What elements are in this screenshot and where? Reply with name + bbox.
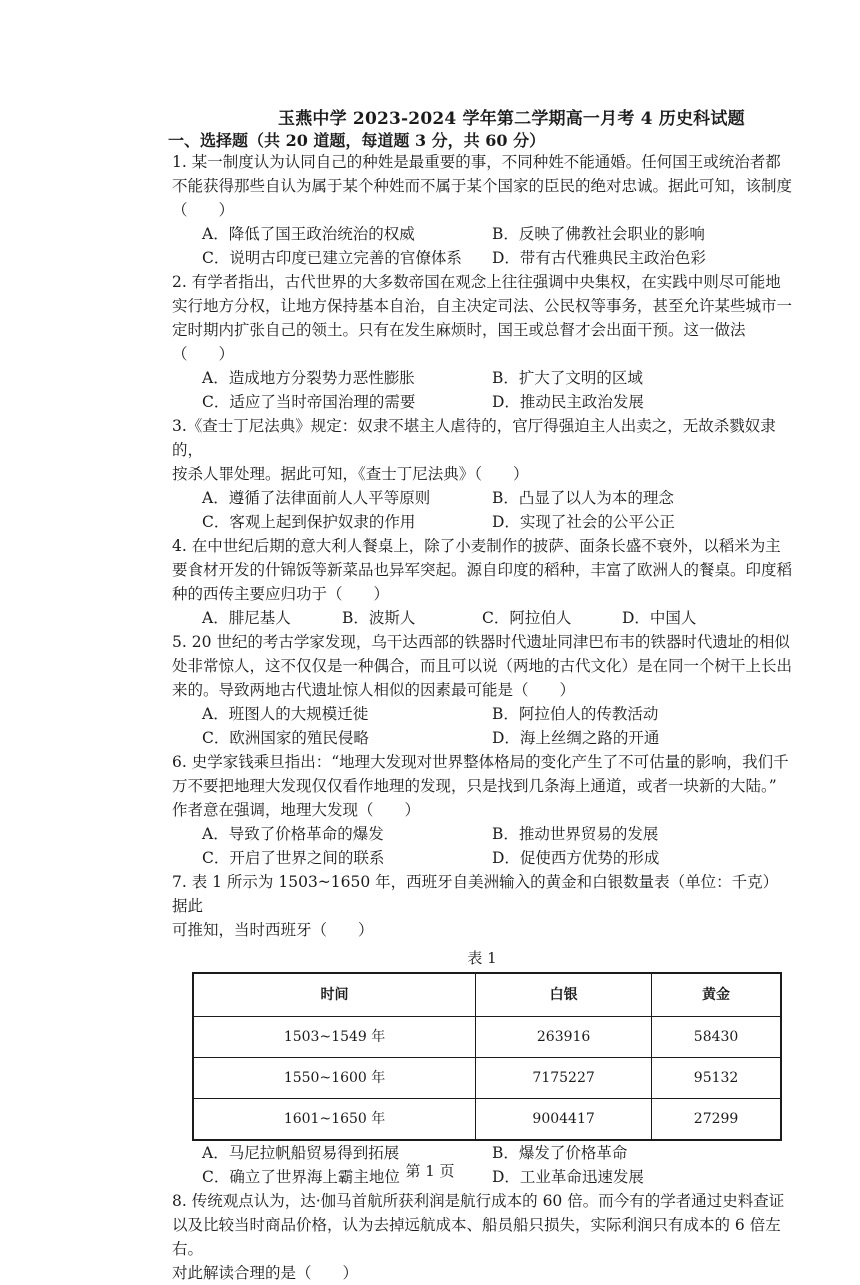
question-stem-line: 3.《查士丁尼法典》规定：奴隶不堪主人虐待的，官厅得强迫主人出卖之，无故杀戮奴隶的，: [172, 417, 776, 459]
question-2: [172, 270, 792, 414]
question-stem-line: 来的。导致两地古代遗址惊人相似的因素最可能是（ ）: [172, 681, 576, 699]
table-cell: 7175227: [476, 1058, 652, 1099]
table-cell: 27299: [652, 1099, 781, 1141]
question-stem-line: 可推知，当时西班牙（ ）: [172, 921, 374, 939]
question-stem-line: 5. 20 世纪的考古学家发现，乌干达西部的铁器时代遗址同津巴布韦的铁器时代遗址的相似: [172, 633, 790, 651]
question-7: [172, 870, 792, 1189]
question-stem-line: 2. 有学者指出，古代世界的大多数帝国在观念上往往强调中央集权，在实践中则尽可能地: [172, 273, 781, 291]
option-d: D．推动民主政治发展: [492, 393, 644, 411]
table-header: 时间: [193, 973, 476, 1017]
data-table: [192, 972, 782, 1141]
question-stem-line: 万不要把地理大发现仅仅看作地理的发现，只是找到几条海上通道，或者一块新的大陆。”: [172, 777, 777, 795]
table-caption: 表 1: [467, 949, 497, 967]
option-c: C．开启了世界之间的联系: [202, 849, 385, 867]
questions-area: [172, 150, 792, 1285]
option-a: A．降低了国王政治统治的权威: [202, 225, 415, 243]
table-row: [193, 1017, 781, 1058]
table-cell: 263916: [476, 1017, 652, 1058]
question-stem-line: 不能获得那些自认为属于某个种姓而不属于某个国家的臣民的绝对忠诚。据此可知，该制度: [172, 177, 793, 195]
options-grid: [202, 486, 792, 534]
option-a: A．班图人的大规模迁徙: [202, 705, 369, 723]
option-a: A．造成地方分裂势力恶性膨胀: [202, 369, 415, 387]
question-stem-line: 8. 传统观点认为，达·伽马首航所获利润是航行成本的 60 倍。而今有的学者通过史料查证: [172, 1192, 785, 1210]
question-stem-line: 定时期内扩张自己的领土。只有在发生麻烦时，国王或总督才会出面干预。这一做法（ ）: [172, 321, 746, 363]
question-stem-line: 种的西传主要应归功于（ ）: [172, 585, 390, 603]
question-5: [172, 630, 792, 750]
option-d: D．海上丝绸之路的开通: [492, 729, 660, 747]
option-d: D．中国人: [622, 609, 697, 627]
question-stem-line: 对此解读合理的是（ ）: [172, 1264, 359, 1282]
page-number: 第 1 页: [405, 1162, 455, 1180]
question-stem-line: 以及比较当时商品价格，认为去掉远航成本、船员船只损失，实际利润只有成本的 6 倍左右。: [172, 1216, 781, 1258]
options-grid: [202, 222, 792, 270]
option-a: A．马尼拉帆船贸易得到拓展: [202, 1144, 400, 1162]
option-d: D．带有古代雅典民主政治色彩: [492, 249, 706, 267]
question-4: [172, 534, 792, 630]
option-b: B．阿拉伯人的传教活动: [492, 705, 659, 723]
question-1: [172, 150, 792, 270]
table-cell: 1503~1549 年: [193, 1017, 476, 1058]
table-header: 白银: [476, 973, 652, 1017]
option-b: B．凸显了以人为本的理念: [492, 489, 674, 507]
options-row: [202, 606, 792, 630]
question-stem-line: （ ）: [172, 201, 235, 219]
question-stem-line: 6. 史学家钱乘旦指出：“地理大发现对世界整体格局的变化产生了不可估量的影响，我们千: [172, 753, 789, 771]
option-d: D．促使西方优势的形成: [492, 849, 660, 867]
option-b: B．爆发了价格革命: [492, 1144, 628, 1162]
option-a: A．遵循了法律面前人人平等原则: [202, 489, 431, 507]
table-cell: 95132: [652, 1058, 781, 1099]
option-c: C．欧洲国家的殖民侵略: [202, 729, 369, 747]
section-heading: 一、选择题（共 20 道题，每道题 3 分，共 60 分）: [168, 131, 546, 150]
options-grid: [202, 822, 792, 870]
question-8: [172, 1189, 792, 1285]
option-c: C．说明古印度已建立完善的官僚体系: [202, 249, 462, 267]
table-header-row: [193, 973, 781, 1017]
option-c: C．客观上起到保护奴隶的作用: [202, 513, 416, 531]
question-stem-line: 按杀人罪处理。据此可知，《查士丁尼法典》（ ）: [172, 465, 529, 483]
exam-title: 玉燕中学 2023-2024 学年第二学期高一月考 4 历史科试题: [278, 109, 745, 129]
table-cell: 1550~1600 年: [193, 1058, 476, 1099]
option-b: B．推动世界贸易的发展: [492, 825, 659, 843]
option-c: C．阿拉伯人: [482, 609, 572, 627]
table-header: 黄金: [652, 973, 781, 1017]
options-grid: [202, 702, 792, 750]
question-stem-line: 7. 表 1 所示为 1503~1650 年，西班牙自美洲输入的黄金和白银数量表（单位：千克）据此: [172, 873, 779, 915]
question-3: [172, 414, 792, 534]
option-c: C．适应了当时帝国治理的需要: [202, 393, 416, 411]
question-stem-line: 要食材开发的什锦饭等新菜品也异军突起。源自印度的稻种，丰富了欧洲人的餐桌。印度稻: [172, 561, 793, 579]
question-stem-line: 处非常惊人，这不仅仅是一种偶合，而且可以说（两地的古代文化）是在同一个树干上长出: [172, 657, 793, 675]
table-cell: 9004417: [476, 1099, 652, 1141]
question-stem-line: 4. 在中世纪后期的意大利人餐桌上，除了小麦制作的披萨、面条长盛不衰外，以稻米为主: [172, 537, 781, 555]
table-row: [193, 1099, 781, 1141]
question-stem-line: 1. 某一制度认为认同自己的种姓是最重要的事，不同种姓不能通婚。任何国王或统治者都: [172, 153, 781, 171]
option-d: D．实现了社会的公平公正: [492, 513, 675, 531]
table-cell: 1601~1650 年: [193, 1099, 476, 1141]
options-grid: [202, 366, 792, 414]
option-b: B．扩大了文明的区域: [492, 369, 643, 387]
question-6: [172, 750, 792, 870]
table-cell: 58430: [652, 1017, 781, 1058]
table-row: [193, 1058, 781, 1099]
option-d: D．工业革命迅速发展: [492, 1168, 644, 1186]
option-b: B．波斯人: [342, 609, 416, 627]
question-stem-line: 实行地方分权，让地方保持基本自治，自主决定司法、公民权等事务，甚至允许某些城市一: [172, 297, 793, 315]
option-a: A．腓尼基人: [202, 609, 291, 627]
option-b: B．反映了佛教社会职业的影响: [492, 225, 705, 243]
option-a: A．导致了价格革命的爆发: [202, 825, 384, 843]
option-c: C．确立了世界海上霸主地位: [202, 1168, 400, 1186]
question-stem-line: 作者意在强调，地理大发现（ ）: [172, 801, 421, 819]
